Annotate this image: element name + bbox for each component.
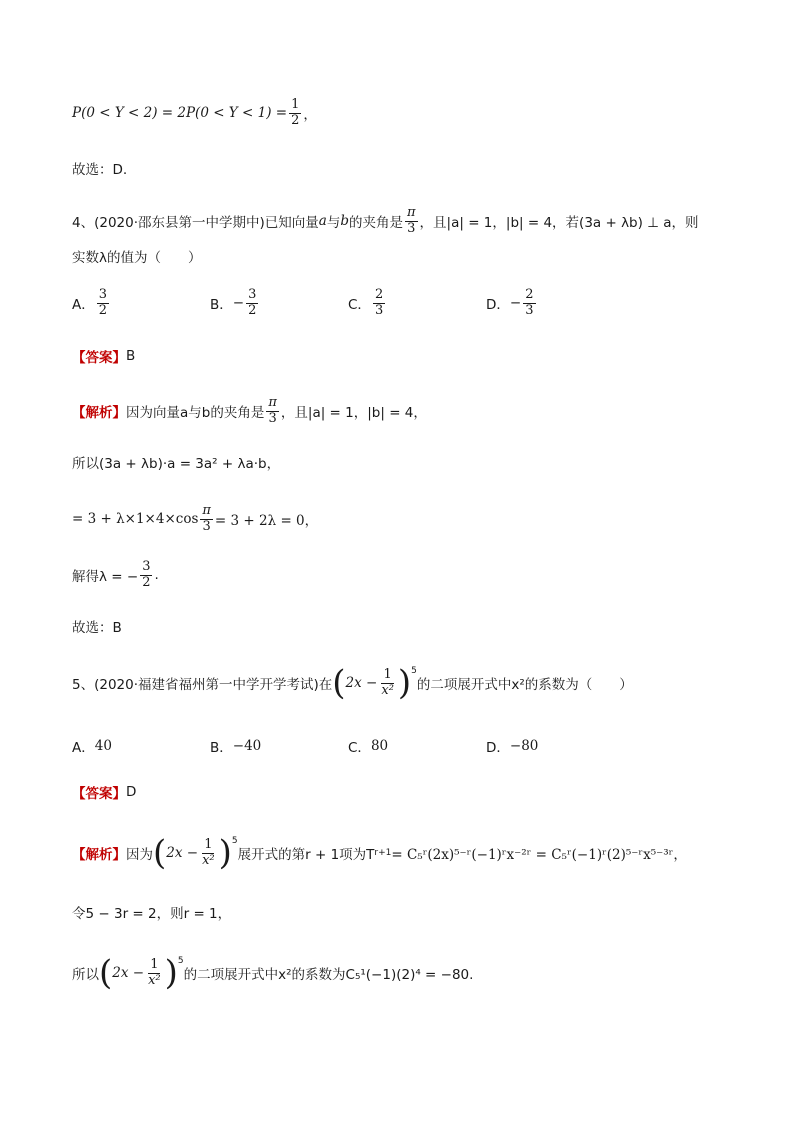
- q4-analysis-line3: = 3 + λ×1×4×cos $\frac{\pi}{3}$ = 3 + 2λ = 0，: [72, 503, 319, 534]
- q5-option-b: B． −40: [210, 738, 262, 756]
- q4-option-c: C． $\frac{2}{3}$: [348, 287, 384, 318]
- q4-option-d: D． − $\frac{2}{3}$: [486, 287, 534, 318]
- q4-answer: 【答案】 B: [72, 348, 136, 366]
- q4-choose: 故选：B: [72, 620, 122, 636]
- q4-option-a: A． $\frac{3}{2}$: [72, 287, 108, 318]
- q5-analysis-line2: 令5 − 3r = 2，则r = 1，: [72, 906, 232, 922]
- q4-options: [72, 288, 672, 319]
- prev-choose: 故选：D.: [72, 162, 128, 178]
- q4-option-b: B． − $\frac{3}{2}$: [210, 287, 257, 318]
- q5-analysis-line3: 所以 ( 2x − $\frac{1}{\text{x²}}$ ) $^5$ 的二项展开式中x²的系数为C₅¹(−1)(2)⁴ = −80.: [72, 953, 474, 993]
- fraction: $\frac{1}{2}$: [291, 97, 300, 128]
- q4-stem-line1: 4、(2020·邵东县第一中学期中)已知向量 a 与 b 的夹角是 $\frac{\pi}{3}$ ，且|a| = 1，|b| = 4，若(3a + λb) ⊥ a，则: [72, 205, 699, 236]
- q5-options: [72, 736, 672, 756]
- q5-option-c: C． 80: [348, 738, 389, 756]
- q5-answer: 【答案】 D: [72, 784, 137, 802]
- q5-stem: 5、(2020·福建省福州第一中学开学考试)在 ( 2x − $\frac{1}{\text{x²}}$ ) $^5$ 的二项展开式中x²的系数为（ ）: [72, 663, 633, 703]
- fraction-pi-over-3: $\frac{\pi}{3}$: [407, 205, 416, 236]
- q4-stem-line2: 实数λ的值为（ ）: [72, 250, 202, 266]
- q5-option-d: D． −80: [486, 738, 539, 756]
- q4-analysis-line4: 解得λ = − $\frac{3}{2}$ .: [72, 559, 159, 590]
- q5-option-a: A． 40: [72, 738, 112, 756]
- q4-analysis-line1: 【解析】 因为向量a与b的夹角是 $\frac{\pi}{3}$ ，且|a| = 1，|b| = 4，: [72, 395, 427, 426]
- prev-equation: P(0 < Y < 2) = 2P(0 < Y < 1) = $\frac{1}{2}$ ，: [72, 97, 317, 128]
- q4-analysis-line2: 所以(3a + λb)·a = 3a² + λa·b，: [72, 456, 281, 472]
- q5-analysis-line1: 【解析】 因为 ( 2x − $\frac{1}{\text{x²}}$ ) $^5$ 展开式的第r + 1项为T r+1 = C₅ʳ(2x)⁵⁻ʳ(−1)ʳx⁻²ʳ = C₅ʳ(−1)ʳ(2)⁵⁻ʳx⁵⁻³ʳ，: [72, 833, 687, 873]
